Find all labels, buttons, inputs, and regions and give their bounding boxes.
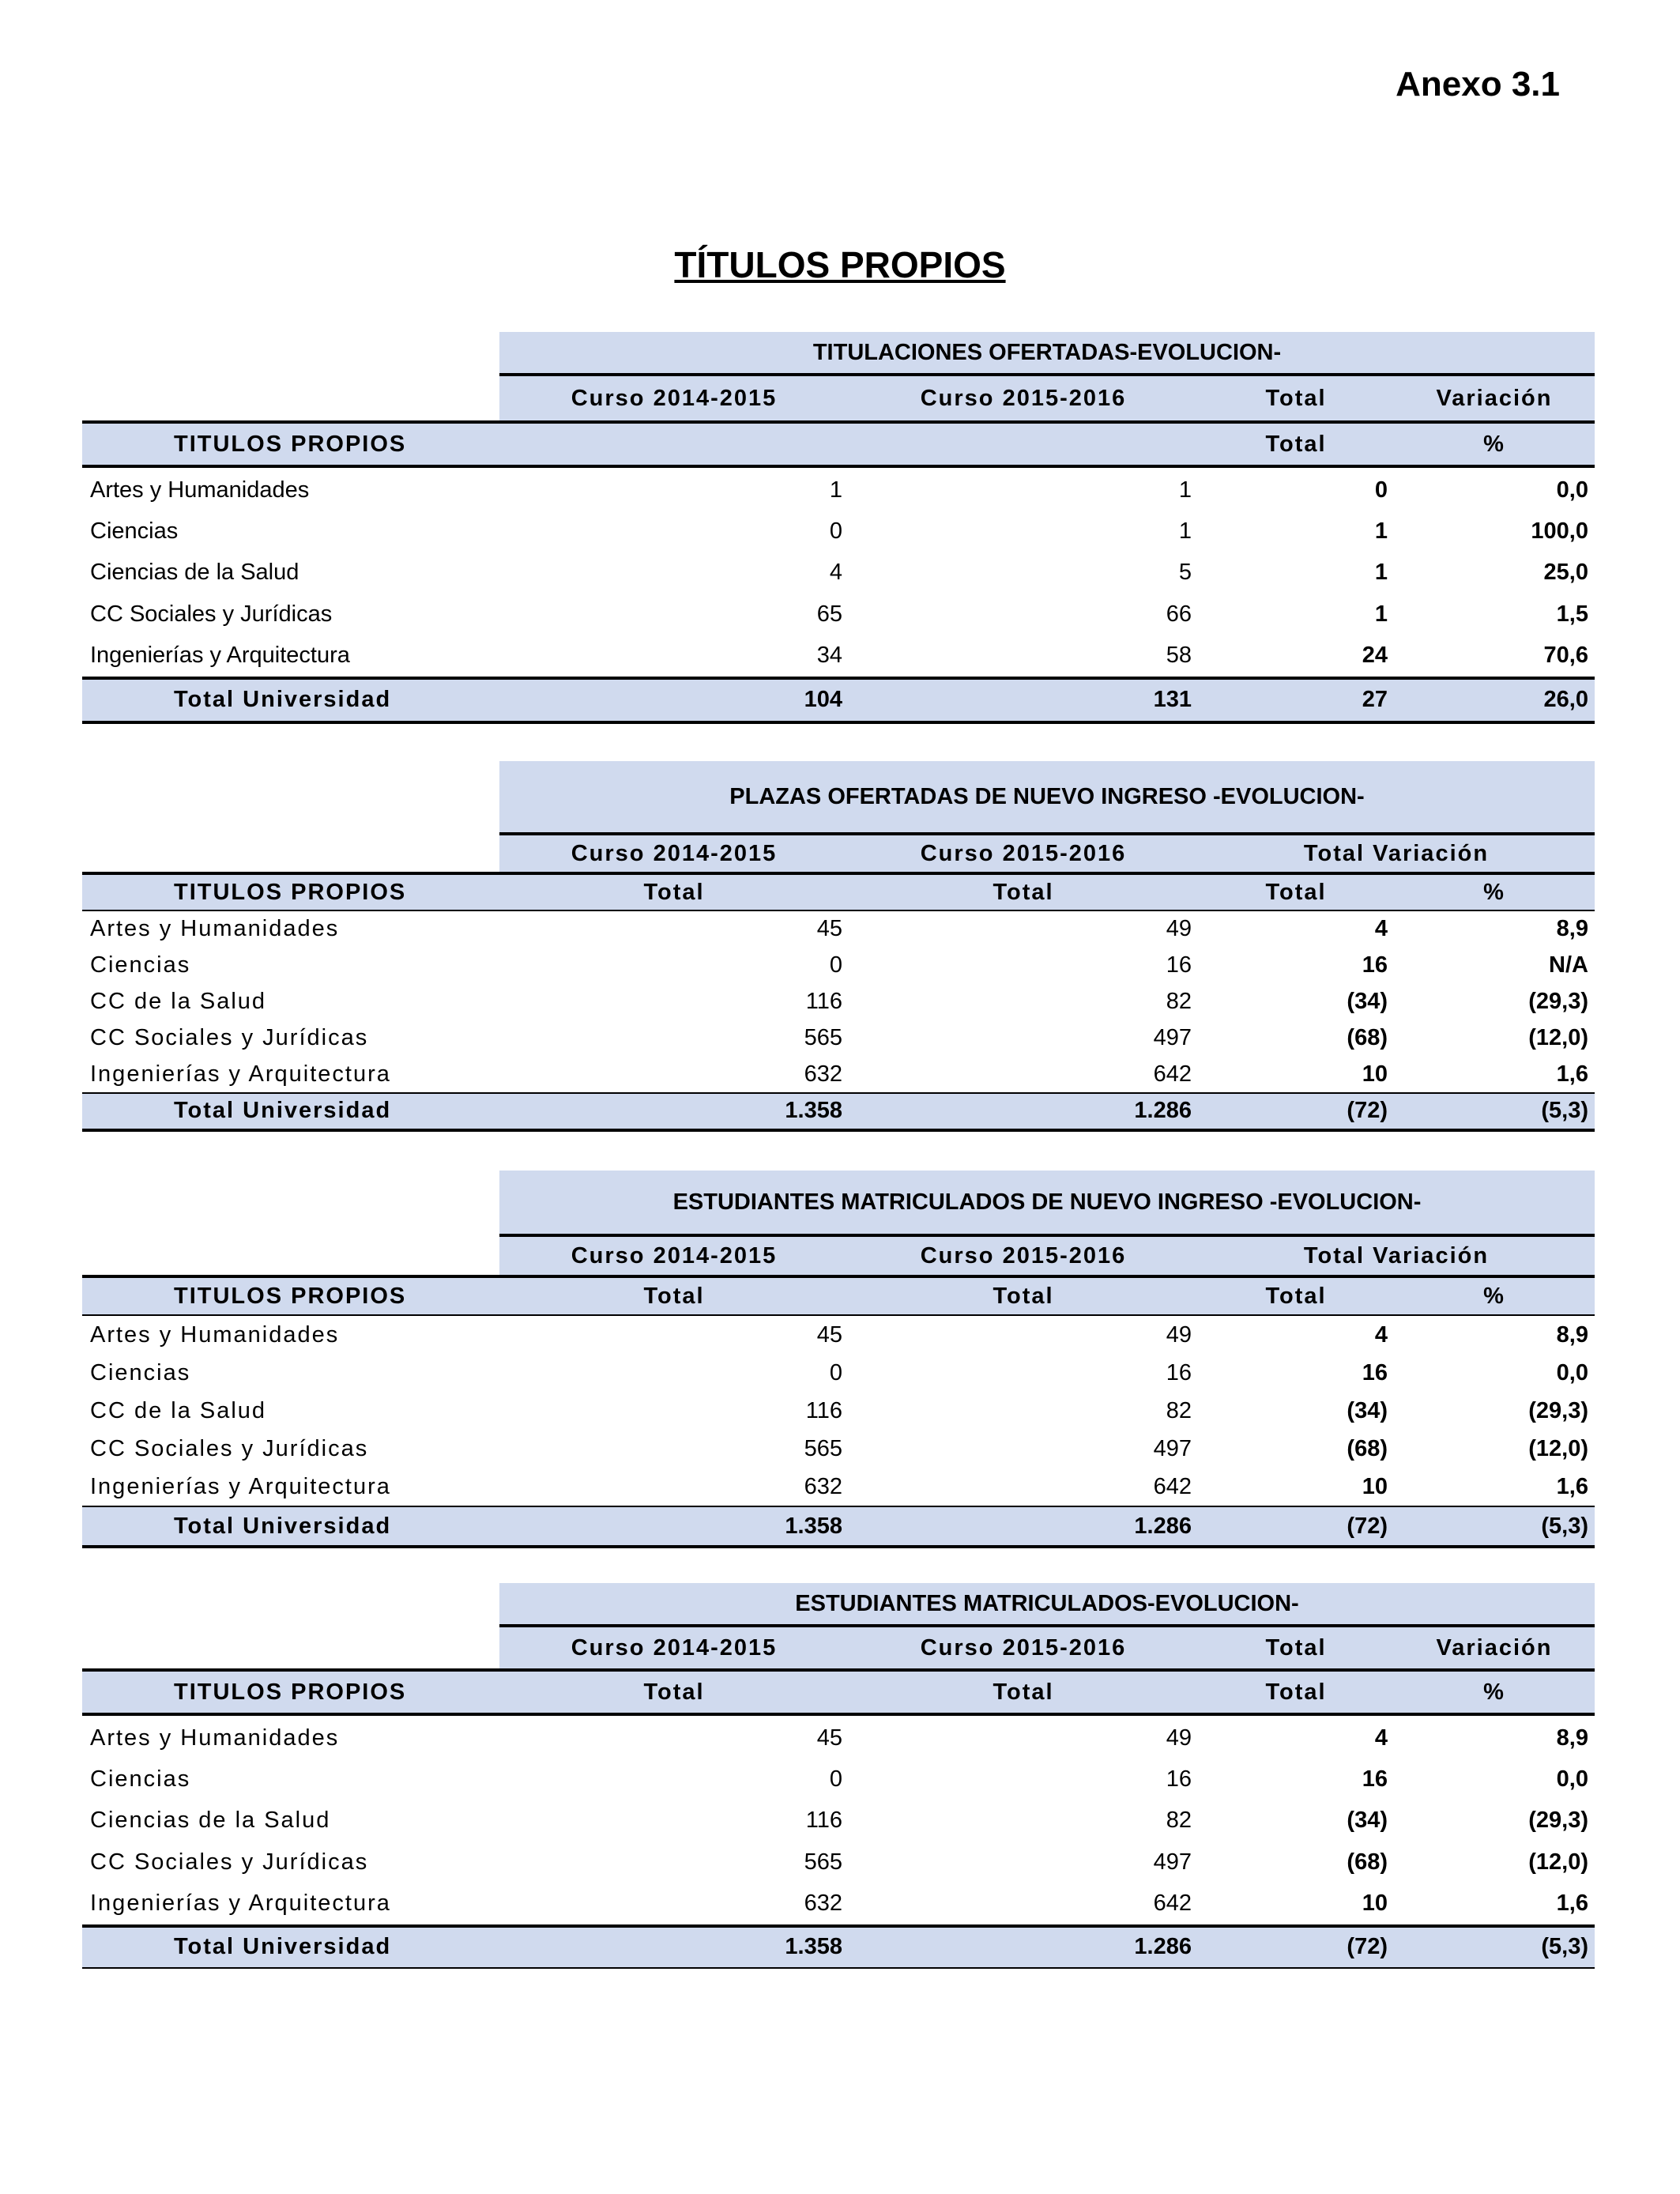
value-total: 4 — [1374, 1321, 1388, 1348]
value-total: 1 — [1374, 601, 1388, 627]
value-2015: 16 — [1166, 1766, 1192, 1793]
subheader-total: Total — [1198, 1672, 1394, 1713]
value-percent: 0,0 — [1556, 477, 1588, 503]
value-2015: 49 — [1166, 1725, 1192, 1751]
value-2014: 4 — [829, 560, 842, 586]
col-header-2014: Curso 2014-2015 — [499, 1237, 849, 1275]
total-row-label: Total Universidad — [82, 1094, 499, 1129]
subheader-percent: % — [1394, 875, 1595, 910]
total-row-label: Total Universidad — [82, 1928, 499, 1967]
value-2014: 565 — [804, 1435, 842, 1461]
table-titulaciones-ofertadas — [82, 332, 1595, 724]
value-percent: (12,0) — [1528, 1849, 1588, 1875]
row-label: Artes y Humanidades — [90, 916, 340, 942]
subheader-2015: Total — [849, 875, 1198, 910]
value-2014: 0 — [829, 1359, 842, 1385]
value-2014: 45 — [816, 916, 842, 942]
row-label: Ingenierías y Arquitectura — [90, 1473, 391, 1499]
value-total: (68) — [1347, 1024, 1388, 1050]
row-label: Ciencias — [90, 1359, 191, 1385]
value-percent: N/A — [1549, 952, 1588, 978]
value-total: (34) — [1347, 1808, 1388, 1834]
subheader-percent: % — [1394, 1278, 1595, 1314]
value-2014: 632 — [804, 1473, 842, 1499]
total-2015: 131 — [849, 680, 1198, 721]
table-title: ESTUDIANTES MATRICULADOS-EVOLUCION- — [499, 1583, 1595, 1627]
subheader-total: Total — [1198, 424, 1394, 465]
value-total: 1 — [1374, 518, 1388, 545]
subheader-percent: % — [1394, 424, 1595, 465]
total-total: 27 — [1198, 680, 1394, 721]
value-2014: 565 — [804, 1024, 842, 1050]
value-total: 1 — [1374, 560, 1388, 586]
total-row-label: Total Universidad — [82, 680, 499, 721]
row-label: CC Sociales y Jurídicas — [90, 1024, 369, 1050]
value-total: (68) — [1347, 1435, 1388, 1461]
subheader-2015: Total — [849, 1672, 1198, 1713]
value-2015: 58 — [1166, 643, 1192, 669]
col-header-variacion: Variación — [1394, 376, 1595, 420]
value-2015: 642 — [1153, 1473, 1192, 1499]
subheader-label: TITULOS PROPIOS — [82, 1672, 499, 1713]
value-total: 4 — [1374, 916, 1388, 942]
value-2014: 45 — [816, 1725, 842, 1751]
subheader-label: TITULOS PROPIOS — [82, 875, 499, 910]
value-2015: 82 — [1166, 1397, 1192, 1423]
value-total: 10 — [1362, 1891, 1388, 1917]
subheader-2015: Total — [849, 1278, 1198, 1314]
total-total: (72) — [1198, 1928, 1394, 1967]
value-percent: 100,0 — [1531, 518, 1588, 545]
value-2015: 82 — [1166, 1808, 1192, 1834]
value-2014: 34 — [816, 643, 842, 669]
total-percent: (5,3) — [1394, 1928, 1595, 1967]
total-total: (72) — [1198, 1507, 1394, 1545]
value-total: (68) — [1347, 1849, 1388, 1875]
subheader-percent: % — [1394, 1672, 1595, 1713]
total-2014: 1.358 — [499, 1507, 849, 1545]
row-label: CC Sociales y Jurídicas — [90, 601, 333, 627]
row-label: CC Sociales y Jurídicas — [90, 1435, 369, 1461]
header-spacer — [82, 835, 499, 872]
value-2014: 0 — [829, 952, 842, 978]
page-title: TÍTULOS PROPIOS — [674, 244, 1006, 285]
value-percent: 0,0 — [1556, 1359, 1588, 1385]
row-label: Artes y Humanidades — [90, 1725, 340, 1751]
row-label: Ciencias — [90, 518, 179, 545]
value-2015: 497 — [1153, 1024, 1192, 1050]
row-label: Ciencias — [90, 952, 191, 978]
subheader-2014: Total — [499, 1278, 849, 1314]
total-2014: 1.358 — [499, 1928, 849, 1967]
subheader-total: Total — [1198, 875, 1394, 910]
row-label: CC de la Salud — [90, 1397, 267, 1423]
value-total: 16 — [1362, 952, 1388, 978]
value-percent: 1,6 — [1556, 1061, 1588, 1087]
total-2015: 1.286 — [849, 1507, 1198, 1545]
subheader-total: Total — [1198, 1278, 1394, 1314]
value-total: 10 — [1362, 1473, 1388, 1499]
value-percent: 8,9 — [1556, 916, 1588, 942]
col-header-variacion: Variación — [1394, 1627, 1595, 1668]
value-2014: 45 — [816, 1321, 842, 1348]
row-label: CC de la Salud — [90, 988, 267, 1014]
value-2015: 49 — [1166, 916, 1192, 942]
value-percent: (12,0) — [1528, 1024, 1588, 1050]
total-2014: 1.358 — [499, 1094, 849, 1129]
value-2015: 5 — [1178, 560, 1192, 586]
value-total: 16 — [1362, 1766, 1388, 1793]
header-spacer — [82, 1627, 499, 1668]
subheader-2014: Total — [499, 875, 849, 910]
row-label: Artes y Humanidades — [90, 1321, 340, 1348]
row-label: Ingenierías y Arquitectura — [90, 643, 350, 669]
col-header-2015: Curso 2015-2016 — [849, 376, 1198, 420]
table-plazas-ofertadas — [82, 761, 1595, 1132]
row-label: Artes y Humanidades — [90, 477, 310, 503]
value-2015: 642 — [1153, 1891, 1192, 1917]
value-2015: 497 — [1153, 1435, 1192, 1461]
header-spacer — [82, 1237, 499, 1275]
value-2015: 16 — [1166, 1359, 1192, 1385]
value-2014: 0 — [829, 1766, 842, 1793]
value-2014: 116 — [805, 1808, 842, 1834]
row-label: Ciencias de la Salud — [90, 560, 299, 586]
value-total: 0 — [1374, 477, 1388, 503]
value-2015: 642 — [1153, 1061, 1192, 1087]
col-header-2014: Curso 2014-2015 — [499, 376, 849, 420]
value-2014: 632 — [804, 1891, 842, 1917]
value-2014: 632 — [804, 1061, 842, 1087]
value-percent: 25,0 — [1543, 560, 1588, 586]
value-total: (34) — [1347, 988, 1388, 1014]
col-header-2015: Curso 2015-2016 — [849, 1237, 1198, 1275]
table-matriculados-nuevo-ingreso — [82, 1171, 1595, 1548]
value-2014: 565 — [804, 1849, 842, 1875]
row-label: Ciencias de la Salud — [90, 1808, 331, 1834]
subheader-2015 — [849, 424, 1198, 465]
value-total: 16 — [1362, 1359, 1388, 1385]
total-percent: (5,3) — [1394, 1507, 1595, 1545]
value-2015: 497 — [1153, 1849, 1192, 1875]
value-percent: 70,6 — [1543, 643, 1588, 669]
value-percent: 1,6 — [1556, 1891, 1588, 1917]
total-2015: 1.286 — [849, 1094, 1198, 1129]
subheader-label: TITULOS PROPIOS — [82, 1278, 499, 1314]
total-percent: (5,3) — [1394, 1094, 1595, 1129]
header-spacer — [82, 376, 499, 420]
value-2015: 82 — [1166, 988, 1192, 1014]
value-2014: 116 — [805, 988, 842, 1014]
total-2015: 1.286 — [849, 1928, 1198, 1967]
value-percent: (29,3) — [1528, 988, 1588, 1014]
table-title: PLAZAS OFERTADAS DE NUEVO INGRESO -EVOLUCION- — [499, 761, 1595, 835]
value-percent: (29,3) — [1528, 1397, 1588, 1423]
col-header-2015: Curso 2015-2016 — [849, 1627, 1198, 1668]
value-percent: 1,5 — [1556, 601, 1588, 627]
total-total: (72) — [1198, 1094, 1394, 1129]
col-header-2015: Curso 2015-2016 — [849, 835, 1198, 872]
total-2014: 104 — [499, 680, 849, 721]
value-total: 10 — [1362, 1061, 1388, 1087]
value-2014: 1 — [829, 477, 842, 503]
row-label: Ingenierías y Arquitectura — [90, 1891, 391, 1917]
value-total: 24 — [1362, 643, 1388, 669]
value-2014: 65 — [816, 601, 842, 627]
table-matriculados — [82, 1583, 1595, 1969]
value-2015: 16 — [1166, 952, 1192, 978]
value-percent: 0,0 — [1556, 1766, 1588, 1793]
value-percent: (29,3) — [1528, 1808, 1588, 1834]
total-percent: 26,0 — [1394, 680, 1595, 721]
subheader-label: TITULOS PROPIOS — [82, 424, 499, 465]
value-percent: (12,0) — [1528, 1435, 1588, 1461]
col-header-total-variacion: Total Variación — [1198, 835, 1595, 872]
col-header-2014: Curso 2014-2015 — [499, 1627, 849, 1668]
table-title: TITULACIONES OFERTADAS-EVOLUCION- — [499, 332, 1595, 376]
total-row-label: Total Universidad — [82, 1507, 499, 1545]
subheader-2014 — [499, 424, 849, 465]
table-title: ESTUDIANTES MATRICULADOS DE NUEVO INGRESO -EVOLUCION- — [499, 1171, 1595, 1237]
value-2014: 0 — [829, 518, 842, 545]
value-total: (34) — [1347, 1397, 1388, 1423]
col-header-2014: Curso 2014-2015 — [499, 835, 849, 872]
col-header-total-variacion: Total Variación — [1198, 1237, 1595, 1275]
value-2015: 66 — [1166, 601, 1192, 627]
row-label: Ciencias — [90, 1766, 191, 1793]
value-2015: 1 — [1178, 477, 1192, 503]
value-2014: 116 — [805, 1397, 842, 1423]
value-percent: 8,9 — [1556, 1725, 1588, 1751]
col-header-total: Total — [1198, 376, 1394, 420]
value-percent: 1,6 — [1556, 1473, 1588, 1499]
value-2015: 1 — [1178, 518, 1192, 545]
subheader-2014: Total — [499, 1672, 849, 1713]
value-total: 4 — [1374, 1725, 1388, 1751]
value-2015: 49 — [1166, 1321, 1192, 1348]
value-percent: 8,9 — [1556, 1321, 1588, 1348]
col-header-total: Total — [1198, 1627, 1394, 1668]
annex-label: Anexo 3.1 — [1396, 65, 1560, 104]
row-label: CC Sociales y Jurídicas — [90, 1849, 369, 1875]
row-label: Ingenierías y Arquitectura — [90, 1061, 391, 1087]
